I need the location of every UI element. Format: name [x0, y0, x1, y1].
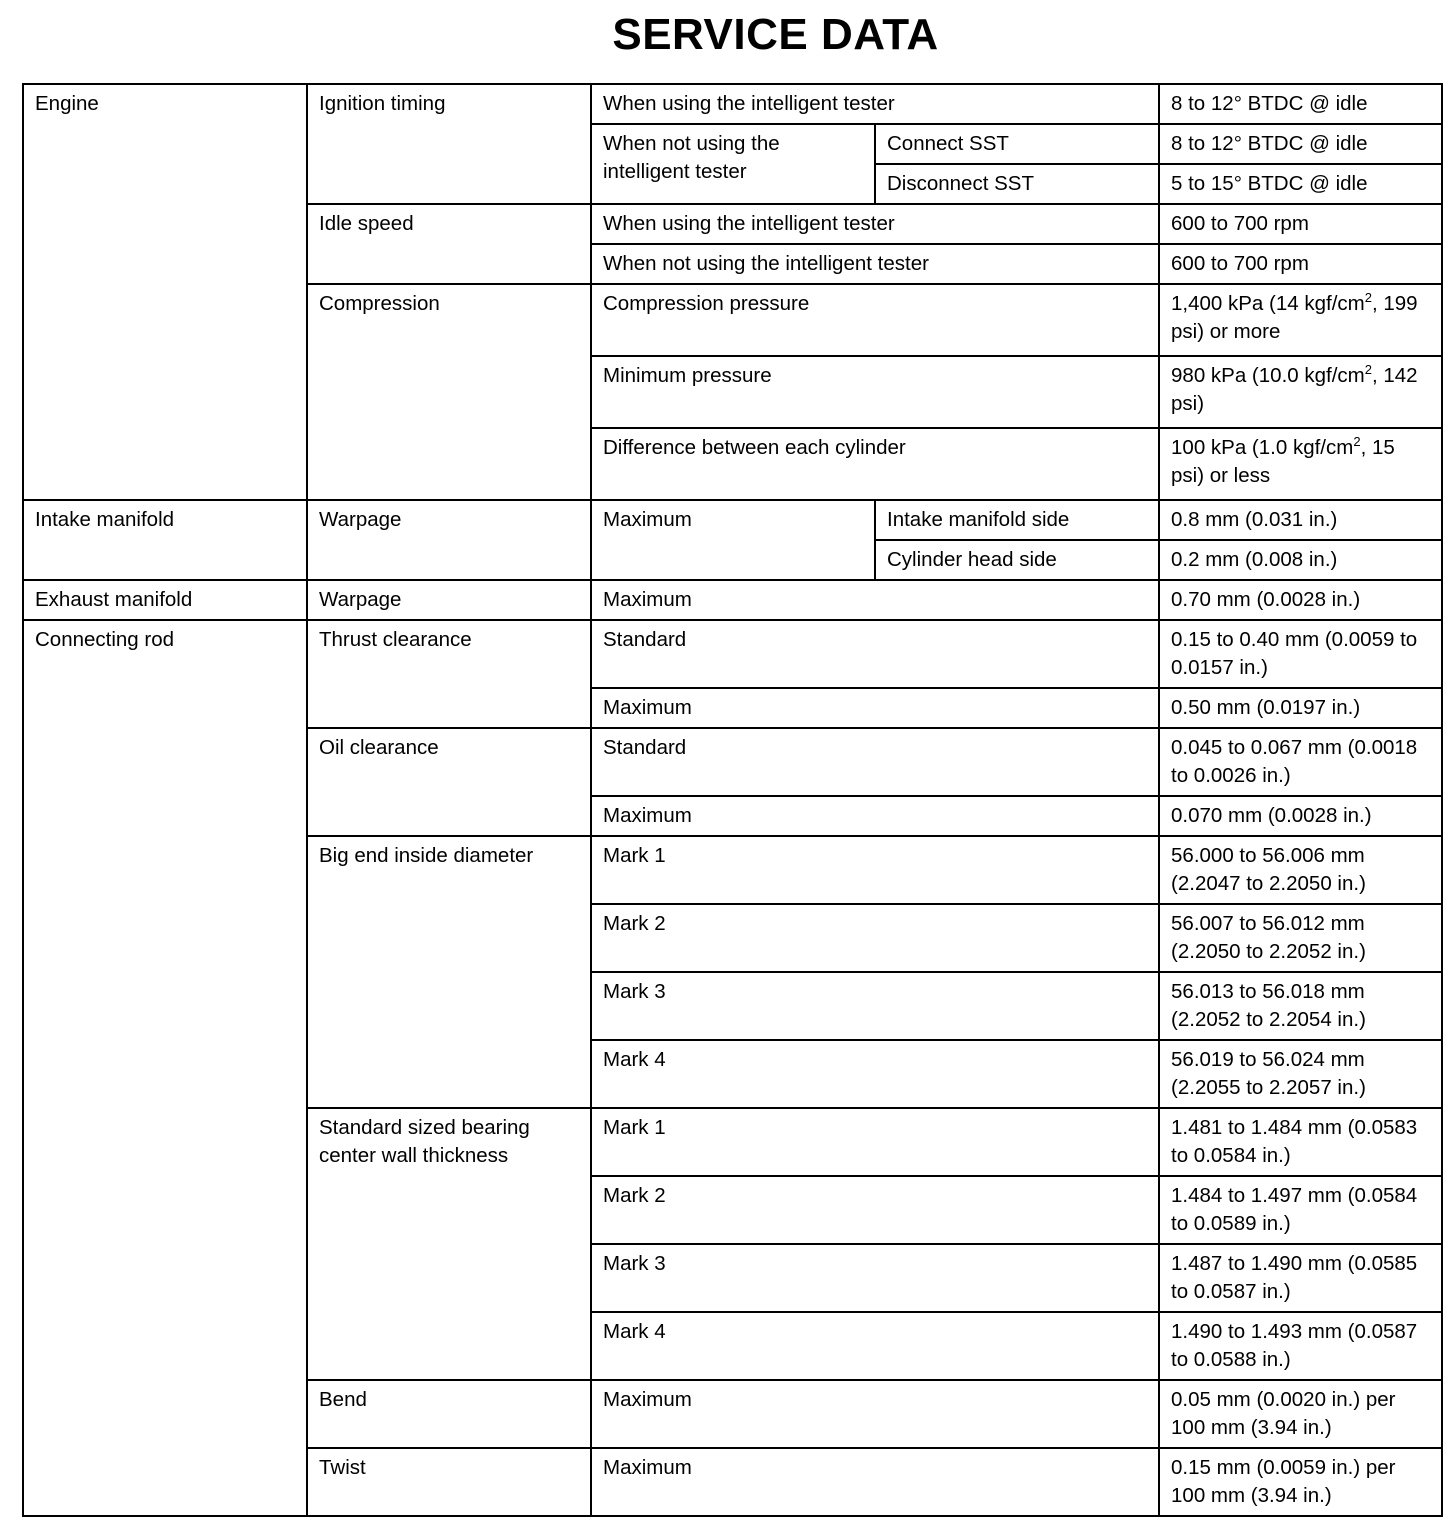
value-cell: 0.15 mm (0.0059 in.) per 100 mm (3.94 in.)	[1159, 1448, 1442, 1516]
category-cell: Exhaust manifold	[23, 580, 307, 620]
sub-condition-cell: Disconnect SST	[875, 164, 1159, 204]
value-cell: 56.007 to 56.012 mm (2.2050 to 2.2052 in.)	[1159, 904, 1442, 972]
value-cell: 5 to 15° BTDC @ idle	[1159, 164, 1442, 204]
value-cell: 0.070 mm (0.0028 in.)	[1159, 796, 1442, 836]
value-cell: 0.05 mm (0.0020 in.) per 100 mm (3.94 in.)	[1159, 1380, 1442, 1448]
sub-condition-cell: Cylinder head side	[875, 540, 1159, 580]
category-cell: Connecting rod	[23, 620, 307, 1516]
item-cell: Twist	[307, 1448, 591, 1516]
item-cell: Warpage	[307, 500, 591, 580]
value-cell: 1.487 to 1.490 mm (0.0585 to 0.0587 in.)	[1159, 1244, 1442, 1312]
value-cell: 0.70 mm (0.0028 in.)	[1159, 580, 1442, 620]
condition-cell: Mark 4	[591, 1312, 1159, 1380]
table-row	[23, 500, 1442, 540]
value-cell: 980 kPa (10.0 kgf/$cm^2$, 142 psi)	[1159, 356, 1442, 428]
item-cell: Compression	[307, 284, 591, 500]
condition-cell: Maximum	[591, 796, 1159, 836]
value-cell: 1,400 kPa (14 kgf/$cm^2$, 199 psi) or more	[1159, 284, 1442, 356]
value-cell: 56.019 to 56.024 mm (2.2055 to 2.2057 in.)	[1159, 1040, 1442, 1108]
value-cell: 0.50 mm (0.0197 in.)	[1159, 688, 1442, 728]
sub-condition-cell: Connect SST	[875, 124, 1159, 164]
value-cell: 0.2 mm (0.008 in.)	[1159, 540, 1442, 580]
condition-cell: Standard	[591, 728, 1159, 796]
condition-cell: Compression pressure	[591, 284, 1159, 356]
item-cell: Idle speed	[307, 204, 591, 284]
condition-cell: Maximum	[591, 688, 1159, 728]
item-cell: Big end inside diameter	[307, 836, 591, 1108]
condition-cell: Mark 3	[591, 972, 1159, 1040]
condition-cell: Mark 1	[591, 1108, 1159, 1176]
page-title: SERVICE DATA	[612, 10, 939, 59]
condition-cell: Mark 3	[591, 1244, 1159, 1312]
item-cell: Standard sized bearing center wall thickness	[307, 1108, 591, 1380]
value-cell: 8 to 12° BTDC @ idle	[1159, 124, 1442, 164]
value-cell: 8 to 12° BTDC @ idle	[1159, 84, 1442, 124]
item-cell: Warpage	[307, 580, 591, 620]
value-cell: 600 to 700 rpm	[1159, 244, 1442, 284]
value-cell: 1.481 to 1.484 mm (0.0583 to 0.0584 in.)	[1159, 1108, 1442, 1176]
condition-cell: When not using the intelligent tester	[591, 124, 875, 204]
table-row	[23, 84, 1442, 124]
condition-cell: Mark 2	[591, 904, 1159, 972]
category-cell: Engine	[23, 84, 307, 500]
value-cell: 0.15 to 0.40 mm (0.0059 to 0.0157 in.)	[1159, 620, 1442, 688]
service-data-table	[22, 83, 1443, 1517]
condition-cell: Maximum	[591, 580, 1159, 620]
value-cell: 1.484 to 1.497 mm (0.0584 to 0.0589 in.)	[1159, 1176, 1442, 1244]
condition-cell: Maximum	[591, 1448, 1159, 1516]
condition-cell: Mark 4	[591, 1040, 1159, 1108]
condition-cell: Maximum	[591, 1380, 1159, 1448]
condition-cell: When using the intelligent tester	[591, 84, 1159, 124]
condition-cell: When using the intelligent tester	[591, 204, 1159, 244]
item-cell: Bend	[307, 1380, 591, 1448]
table-row	[23, 620, 1442, 688]
value-cell: 100 kPa (1.0 kgf/$cm^2$, 15 psi) or less	[1159, 428, 1442, 500]
condition-cell: When not using the intelligent tester	[591, 244, 1159, 284]
value-cell: 600 to 700 rpm	[1159, 204, 1442, 244]
condition-cell: Standard	[591, 620, 1159, 688]
table-row	[23, 580, 1442, 620]
value-cell: 56.000 to 56.006 mm (2.2047 to 2.2050 in.)	[1159, 836, 1442, 904]
value-cell: 0.045 to 0.067 mm (0.0018 to 0.0026 in.)	[1159, 728, 1442, 796]
sub-condition-cell: Intake manifold side	[875, 500, 1159, 540]
value-cell: 0.8 mm (0.031 in.)	[1159, 500, 1442, 540]
category-cell: Intake manifold	[23, 500, 307, 580]
item-cell: Oil clearance	[307, 728, 591, 836]
item-cell: Thrust clearance	[307, 620, 591, 728]
condition-cell: Mark 1	[591, 836, 1159, 904]
item-cell: Ignition timing	[307, 84, 591, 204]
value-cell: 1.490 to 1.493 mm (0.0587 to 0.0588 in.)	[1159, 1312, 1442, 1380]
condition-cell: Minimum pressure	[591, 356, 1159, 428]
condition-cell: Mark 2	[591, 1176, 1159, 1244]
condition-cell: Maximum	[591, 500, 875, 580]
value-cell: 56.013 to 56.018 mm (2.2052 to 2.2054 in.)	[1159, 972, 1442, 1040]
condition-cell: Difference between each cylinder	[591, 428, 1159, 500]
